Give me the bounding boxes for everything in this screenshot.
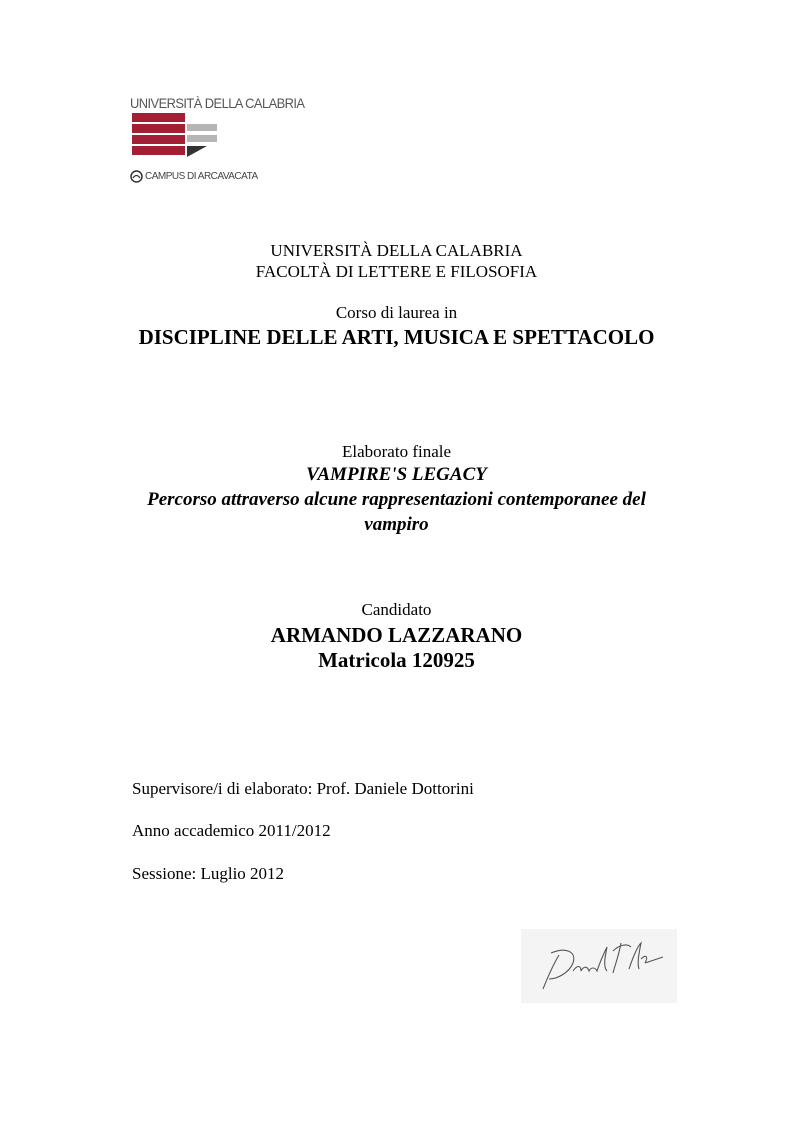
candidate-name: ARMANDO LAZZARANO bbox=[270, 623, 523, 647]
thesis-label: Elaborato finale bbox=[341, 442, 452, 461]
signature-image bbox=[521, 929, 677, 1003]
course-label: Corso di laurea in bbox=[335, 303, 458, 322]
thesis-subtitle-line2: vampiro bbox=[364, 514, 429, 535]
course-name: DISCIPLINE DELLE ARTI, MUSICA E SPETTACOLO bbox=[138, 325, 655, 349]
supervisor-line: Supervisore/i di elaborato: Prof. Daniele Dottorini bbox=[132, 779, 474, 798]
logo-campus-text: CAMPUS DI ARCAVACATA bbox=[145, 171, 258, 182]
candidate-matricola: Matricola 120925 bbox=[318, 648, 475, 672]
thesis-title: VAMPIRE'S LEGACY bbox=[306, 464, 487, 485]
faculty-name: FACOLTÀ DI LETTERE E FILOSOFIA bbox=[255, 262, 538, 281]
campus-globe-icon bbox=[130, 170, 143, 183]
thesis-subtitle-line1: Percorso attraverso alcune rappresentazioni contemporanee del bbox=[147, 489, 646, 510]
university-name: UNIVERSITÀ DELLA CALABRIA bbox=[270, 241, 523, 260]
academic-year-line: Anno accademico 2011/2012 bbox=[132, 821, 331, 840]
logo-title: UNIVERSITÀ DELLA CALABRIA bbox=[130, 95, 305, 111]
logo-mark-icon bbox=[132, 113, 222, 163]
signature-icon bbox=[521, 929, 677, 1003]
candidate-label: Candidato bbox=[361, 600, 432, 619]
session-line: Sessione: Luglio 2012 bbox=[132, 864, 285, 883]
university-logo bbox=[130, 94, 360, 194]
